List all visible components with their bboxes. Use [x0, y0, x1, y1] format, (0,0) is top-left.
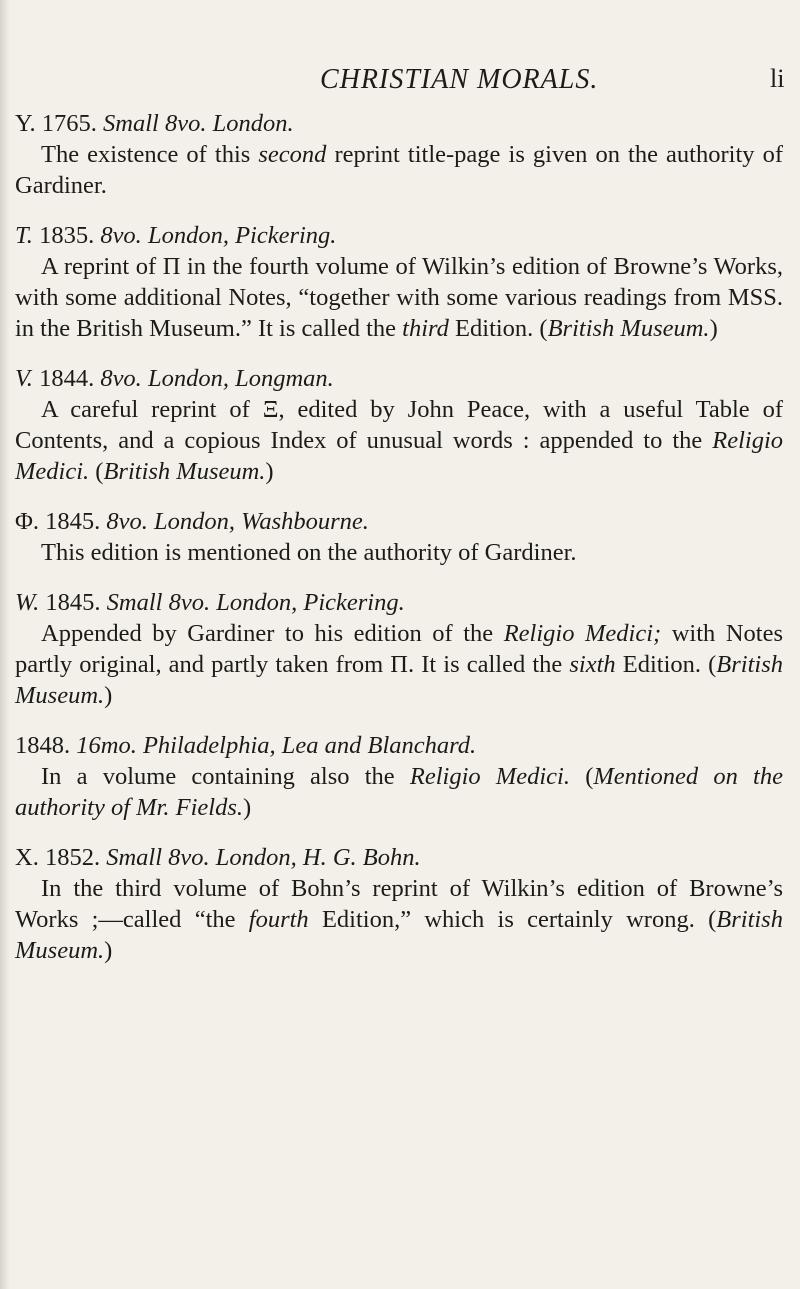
italic-text-segment: Religio Medici.: [409, 763, 570, 790]
edition-place: Philadelphia, Lea and Blanchard.: [142, 732, 477, 759]
text-segment: ): [265, 458, 274, 485]
text-segment: A careful reprint of Ξ, edited by John Peace, with a useful Table of Contents, and a copious Index of unusual words : appended to the: [15, 396, 783, 454]
edition-format: 8vo.: [100, 365, 142, 392]
italic-text-segment: sixth: [569, 651, 616, 678]
edition-format: 8vo.: [106, 508, 148, 535]
edition-place: London, Pickering.: [216, 589, 405, 616]
italic-text-segment: British Museum.: [547, 315, 710, 342]
text-segment: ): [242, 794, 252, 821]
entry-heading: [15, 506, 783, 537]
edition-siglum: Y.: [15, 110, 36, 137]
edition-year: 1845.: [45, 589, 101, 616]
bibliography-entries: [15, 108, 783, 985]
entry-description: [15, 537, 783, 568]
entry-description: [15, 761, 783, 823]
text-segment: The existence of this: [41, 141, 259, 168]
entry-heading: [15, 108, 783, 139]
edition-place: London, Washbourne.: [154, 508, 369, 535]
text-segment: Appended by Gardiner to his edition of the: [41, 620, 504, 647]
entry-description: [15, 873, 783, 966]
entry-heading: [15, 730, 783, 761]
bibliography-entry: [15, 730, 783, 823]
italic-text-segment: Mentioned on the authority of Mr. Fields.: [15, 763, 783, 821]
text-segment: In the third volume of Bohn’s reprint of Wilkin’s edition of Browne’s Works ;—called “the: [15, 875, 783, 933]
edition-year: 1844.: [39, 365, 95, 392]
text-segment: (: [569, 763, 594, 790]
edition-siglum: T.: [15, 222, 33, 249]
edition-place: London, Longman.: [147, 365, 334, 392]
edition-siglum: X.: [15, 844, 39, 871]
entry-description: [15, 618, 783, 711]
entry-description: [15, 251, 783, 344]
edition-siglum: V.: [15, 365, 33, 392]
text-segment: ): [104, 937, 113, 964]
page-gutter-shadow: [0, 0, 10, 1289]
text-segment: This edition is mentioned on the authority of Gardiner.: [41, 539, 577, 566]
edition-year: 1852.: [44, 844, 101, 871]
italic-text-segment: third: [402, 315, 449, 342]
edition-siglum: W.: [15, 589, 40, 616]
edition-siglum: Φ.: [15, 508, 40, 535]
bibliography-entry: [15, 506, 783, 568]
text-segment: ): [104, 682, 113, 709]
edition-place: London, Pickering.: [147, 222, 337, 249]
text-segment: with Notes partly original, and partly taken from Π. It is called the: [15, 620, 783, 678]
italic-text-segment: British Museum.: [15, 906, 783, 964]
text-segment: ): [709, 315, 718, 342]
entry-heading: [15, 363, 783, 394]
edition-format: Small 8vo.: [106, 844, 210, 871]
text-segment: Edition,” which is certainly wrong. (: [308, 906, 717, 933]
bibliography-entry: [15, 108, 783, 201]
edition-format: Small 8vo.: [103, 110, 207, 137]
text-segment: reprint title-page is given on the authority of Gardiner.: [15, 141, 783, 199]
edition-place: London, H. G. Bohn.: [215, 844, 421, 871]
text-segment: In a volume containing also the: [41, 763, 410, 790]
entry-heading: [15, 842, 783, 873]
text-segment: A reprint of Π in the fourth volume of Wilkin’s edition of Browne’s Works, with some additional Notes, “together with some various readings from MSS. in the British Museum.” It is called the: [15, 253, 783, 342]
running-head-title: CHRISTIAN MORALS.: [320, 64, 599, 95]
italic-text-segment: British Museum.: [15, 651, 784, 709]
entry-description: [15, 394, 783, 487]
italic-text-segment: fourth: [248, 906, 309, 933]
edition-format: 16mo.: [76, 732, 137, 759]
bibliography-entry: [15, 842, 783, 966]
page-number: li: [770, 64, 785, 93]
edition-format: Small 8vo.: [106, 589, 211, 616]
bibliography-entry: [15, 587, 783, 711]
bibliography-entry: [15, 220, 783, 344]
running-head: [0, 60, 800, 100]
edition-year: 1835.: [39, 222, 95, 249]
edition-year: 1845.: [45, 508, 101, 535]
bibliography-entry: [15, 363, 783, 487]
edition-year: 1848.: [15, 732, 71, 759]
entry-heading: [15, 220, 783, 251]
text-segment: Edition. (: [615, 651, 717, 678]
edition-format: 8vo.: [100, 222, 142, 249]
edition-place: London.: [212, 110, 294, 137]
entry-description: [15, 139, 783, 201]
italic-text-segment: Religio Medici.: [15, 427, 783, 485]
entry-heading: [15, 587, 783, 618]
italic-text-segment: second: [258, 141, 327, 168]
italic-text-segment: British Museum.: [103, 458, 266, 485]
text-segment: (: [89, 458, 104, 485]
text-segment: Edition. (: [448, 315, 548, 342]
italic-text-segment: Religio Medici;: [503, 620, 662, 647]
edition-year: 1765.: [41, 110, 97, 137]
